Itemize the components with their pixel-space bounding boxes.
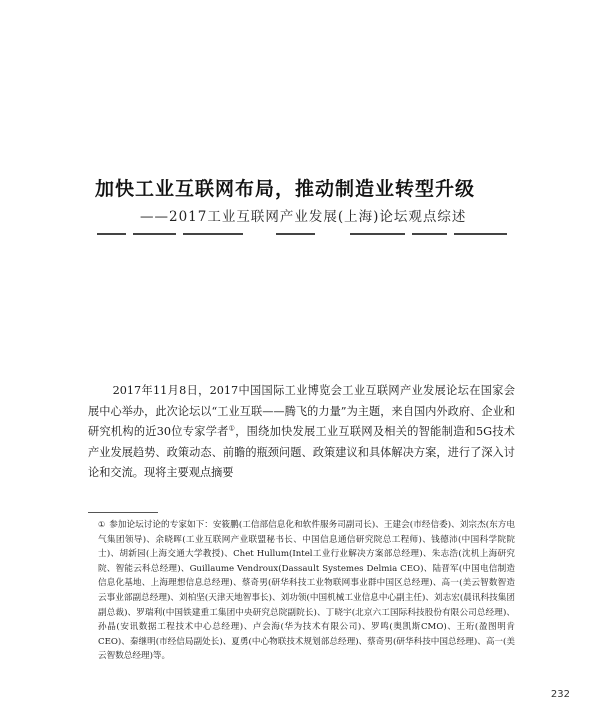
footnote-text: 参加论坛讨论的专家如下：安筱鹏(工信部信息化和软件服务司副司长)、王建会(市经信委)、刘宗杰(东方电气集团领导)、余晓晖(工业互联网产业联盟秘书长、中国信息通信研究院总工程师)、钱德沛(中国科学院院士)、胡新园(上海交通大学教授)、Chet Hullum(Intel工业行业解决方案部总经理)、朱志浩(沈机上海研究院、智能云科总经理)、Guillaume Vendroux(Dassault Systemes Delmia CEO)、陆晋军(中国电信制造信息化基地、上海理想信息总经理)、蔡奇男(研华科技工业物联网事业群中国区总经理)、高一(美云智数智造云事业部副总经理)、刘柏坚(天津天地智事长)、刘功领(中国机械工业信息中心副主任)、刘志宏(晨讯科技集团副总裁)、罗瑞利(中国铁建重工集团中央研究总院副院长)、丁晓宇(北京六工国际科技股份有限公司总经理)、孙晶(安讯数据工程技术中心总经理)、卢会海(华为技术有限公司)、罗鸣(奥凯斯CMO)、王珩(盈图明肯CEO)、秦继明(市经信局副处长)、夏勇(中心物联技术规划部总经理)、蔡奇男(研华科技中国总经理)、高一(美云智数总经理)等。 bbox=[98, 520, 515, 662]
intro-text: 2017年11月8日，2017中国国际工业博览会工业互联网产业发展论坛在国家会展中心举办，此次论坛以“工业互联——腾飞的力量”为主题，来自国内外政府、企业和研究机构的近30位专家学者 bbox=[88, 384, 515, 438]
article-title: 加快工业互联网布局，推动制造业转型升级 bbox=[95, 178, 476, 200]
rule-gap bbox=[250, 233, 269, 235]
rule-segment bbox=[350, 233, 406, 235]
rule-segment bbox=[183, 233, 243, 235]
rule-segment bbox=[412, 233, 447, 235]
decorative-rule bbox=[97, 233, 507, 235]
intro-paragraph bbox=[88, 381, 515, 484]
rule-segment bbox=[97, 233, 126, 235]
footnote-reference: ① bbox=[228, 424, 236, 433]
page-number: 232 bbox=[550, 689, 570, 700]
footnote-divider bbox=[88, 512, 158, 513]
intro-text-continued: ，围绕加快发展工业互联网及相关的智能制造和5G技术产业发展趋势、政策动态、前瞻的瓶颈问题、政策建议和具体解决方案，进行了深入讨论和交流。现将主要观点摘要 bbox=[88, 425, 515, 479]
footnote-marker: ① bbox=[98, 520, 106, 529]
footnote bbox=[98, 518, 515, 664]
rule-gap bbox=[322, 233, 343, 235]
article-subtitle: ——2017工业互联网产业发展(上海)论坛观点综述 bbox=[140, 209, 467, 225]
rule-segment bbox=[454, 233, 507, 235]
rule-segment bbox=[133, 233, 176, 235]
rule-segment bbox=[276, 233, 314, 235]
